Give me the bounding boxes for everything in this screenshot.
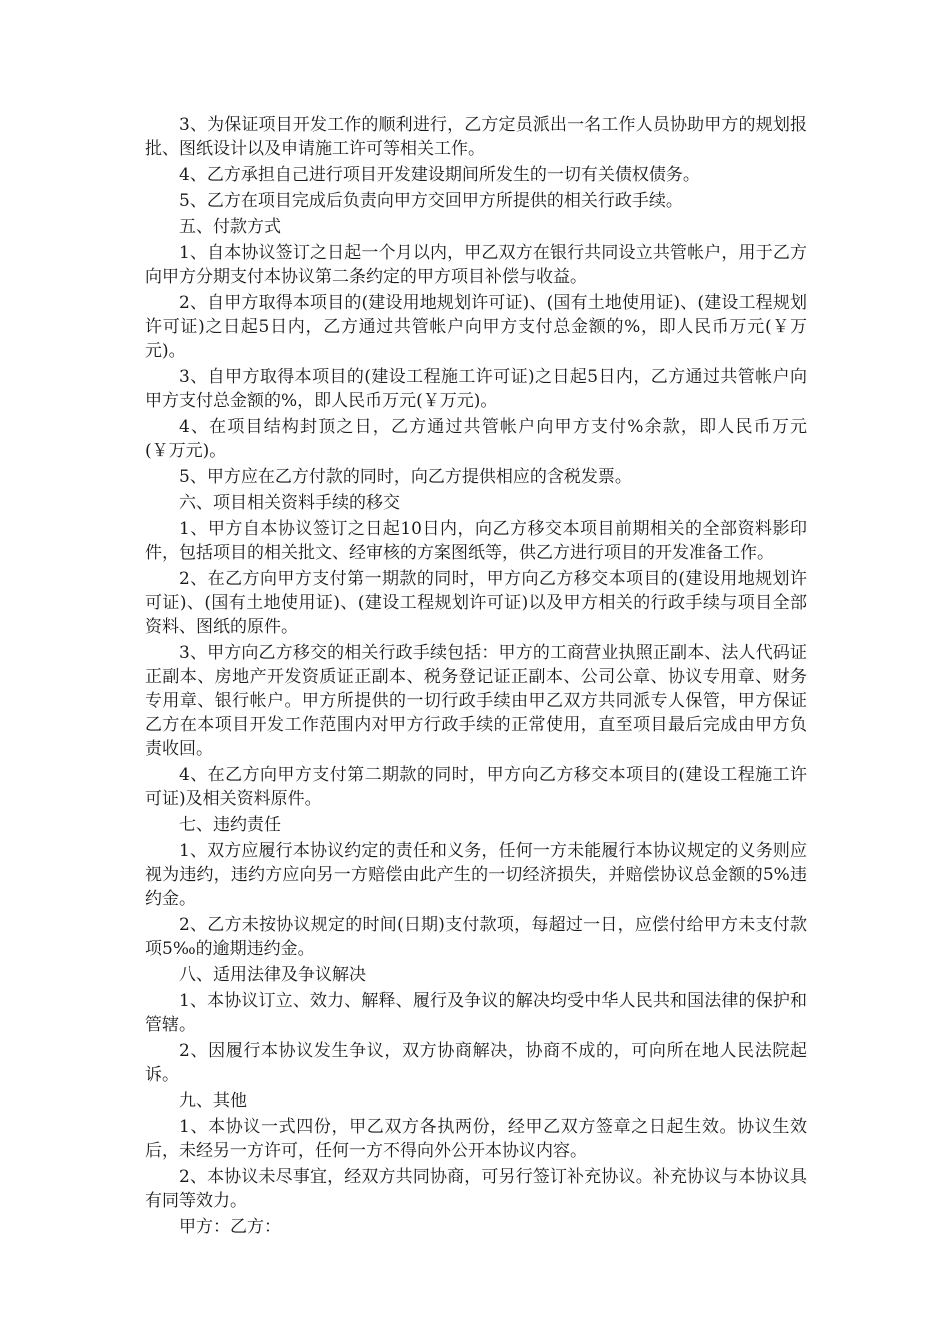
para-section7-item2: 2、乙方未按协议规定的时间(日期)支付款项，每超过一日，应偿付给甲方未支付款项5‰的逾期违约金。 — [145, 915, 807, 959]
para-section7-item1: 1、双方应履行本协议约定的责任和义务，任何一方未能履行本协议规定的义务则应视为违约，违约方应向另一方赔偿由此产生的一切经济损失，并赔偿协议总金额的5%违约金。 — [145, 841, 807, 909]
para-section4-item3: 3、为保证项目开发工作的顺利进行，乙方定员派出一名工作人员协助甲方的规划报批、图纸设计以及申请施工许可等相关工作。 — [145, 115, 807, 159]
para-section5-item5: 5、甲方应在乙方付款的同时，向乙方提供相应的含税发票。 — [179, 467, 632, 487]
heading-section9: 九、其他 — [179, 1091, 247, 1111]
para-section5-item4: 4、在项目结构封顶之日，乙方通过共管帐户向甲方支付%余款，即人民币万元(￥万元)。 — [145, 417, 807, 461]
para-section6-item1: 1、甲方自本协议签订之日起10日内，向乙方移交本项目前期相关的全部资料影印件，包括项目的相关批文、经审核的方案图纸等，供乙方进行项目的开发准备工作。 — [145, 519, 807, 563]
para-section4-item5: 5、乙方在项目完成后负责向甲方交回甲方所提供的相关行政手续。 — [179, 191, 683, 211]
para-section6-item3: 3、甲方向乙方移交的相关行政手续包括：甲方的工商营业执照正副本、法人代码证正副本、房地产开发资质证正副本、税务登记证正副本、公司公章、协议专用章、财务专用章、银行帐户。甲方所提供的一切行政手续由甲乙双方共同派专人保管，甲方保证乙方在本项目开发工作范围内对甲方行政手续的正常使用，直至项目最后完成由甲方负责收回。 — [145, 643, 807, 759]
para-section5-item1: 1、自本协议签订之日起一个月以内，甲乙双方在银行共同设立共管帐户，用于乙方向甲方分期支付本协议第二条约定的甲方项目补偿与收益。 — [145, 243, 807, 287]
signature-line: 甲方：乙方： — [179, 1217, 281, 1237]
heading-section6: 六、项目相关资料手续的移交 — [179, 493, 400, 513]
heading-section5: 五、付款方式 — [179, 217, 281, 237]
para-section9-item1: 1、本协议一式四份，甲乙双方各执两份，经甲乙双方签章之日起生效。协议生效后，未经另一方许可，任何一方不得向外公开本协议内容。 — [145, 1117, 807, 1161]
para-section9-item2: 2、本协议未尽事宜，经双方共同协商，可另行签订补充协议。补充协议与本协议具有同等效力。 — [145, 1167, 807, 1211]
para-section4-item4: 4、乙方承担自己进行项目开发建设期间所发生的一切有关债权债务。 — [179, 165, 700, 185]
para-section8-item2: 2、因履行本协议发生争议，双方协商解决，协商不成的，可向所在地人民法院起诉。 — [145, 1041, 807, 1085]
heading-section7: 七、违约责任 — [179, 815, 281, 835]
para-section6-item2: 2、在乙方向甲方支付第一期款的同时，甲方向乙方移交本项目的(建设用地规划许可证)、(国有土地使用证)、(建设工程规划许可证)以及甲方相关的行政手续与项目全部资料、图纸的原件。 — [145, 569, 807, 637]
para-section8-item1: 1、本协议订立、效力、解释、履行及争议的解决均受中华人民共和国法律的保护和管辖。 — [145, 991, 807, 1035]
para-section5-item2: 2、自甲方取得本项目的(建设用地规划许可证)、(国有土地使用证)、(建设工程规划许可证)之日起5日内，乙方通过共管帐户向甲方支付总金额的%，即人民币万元(￥万元)。 — [145, 293, 807, 361]
document-body — [145, 113, 807, 1241]
heading-section8: 八、适用法律及争议解决 — [179, 965, 366, 985]
para-section6-item4: 4、在乙方向甲方支付第二期款的同时，甲方向乙方移交本项目的(建设工程施工许可证)及相关资料原件。 — [145, 765, 807, 809]
para-section5-item3: 3、自甲方取得本项目的(建设工程施工许可证)之日起5日内，乙方通过共管帐户向甲方支付总金额的%，即人民币万元(￥万元)。 — [145, 367, 807, 411]
